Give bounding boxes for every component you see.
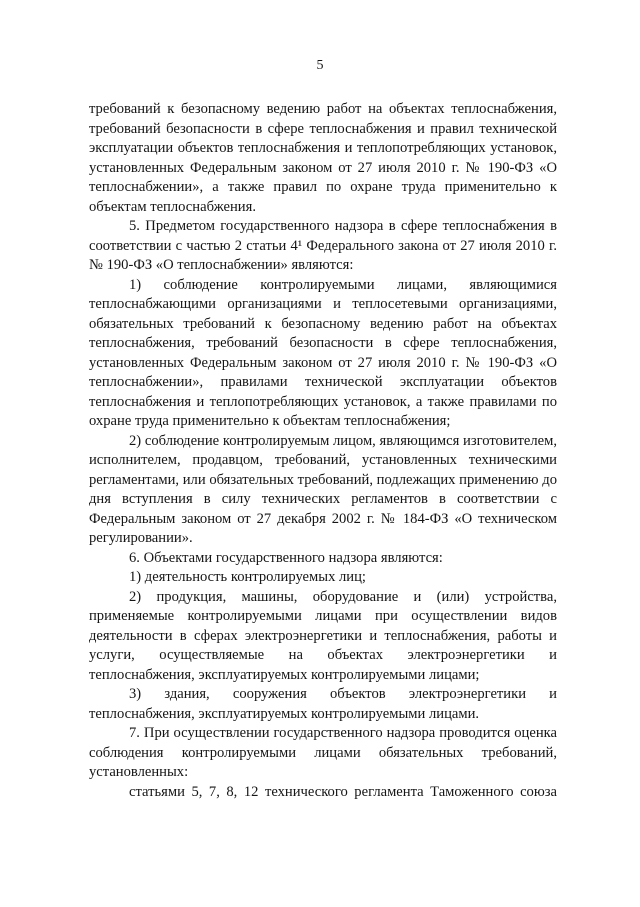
- paragraph-item-6: 6. Объектами государственного надзора являются:: [129, 549, 443, 566]
- paragraph-item-5: 5. Предметом государственного надзора в сфере теплоснабжения в соответствии с частью 2 статьи 4¹ Федерального закона от 27 июля 2010 г. № 190-ФЗ «О теплоснабжении» являются:: [89, 218, 557, 273]
- paragraph-item-6-2: 2) продукция, машины, оборудование и (или) устройства, применяемые контролируемыми лицами при осуществлении видов деятельности в сферах электроэнергетики и теплоснабжения, работы и услуги, осуществляемые на объектах электроэнергетики и теплоснабжения, эксплуатируемых контролируемыми лицами;: [89, 588, 557, 683]
- page-number: 5: [316, 58, 324, 73]
- paragraph-item-6-3: 3) здания, сооружения объектов электроэнергетики и теплоснабжения, эксплуатируемых контролируемыми лицами.: [89, 686, 557, 722]
- paragraph-item-5-1: 1) соблюдение контролируемыми лицами, являющимися теплоснабжающими организациями и теплосетевыми организациями, обязательных требований к безопасному ведению работ на объектах теплоснабжения, требований безопасности в сфере теплоснабжения, установленных Федеральным законом от 27 июля 2010 г. № 190-ФЗ «О теплоснабжении», правилами технической эксплуатации объектов теплоснабжения и теплопотребляющих установок, а также правилами по охране труда применительно к объектам теплоснабжения;: [89, 276, 557, 429]
- paragraph-item-7: 7. При осуществлении государственного надзора проводится оценка соблюдения контролируемыми лицами обязательных требований, установленных:: [89, 725, 557, 780]
- paragraph-item-7-continued: статьями 5, 7, 8, 12 технического регламента Таможенного союза: [129, 783, 557, 800]
- document-body: [89, 100, 557, 802]
- paragraph-continuation: требований к безопасному ведению работ на объектах теплоснабжения, требований безопасности в сфере теплоснабжения и правил технической эксплуатации объектов теплоснабжения и теплопотребляющих установок, установленных Федеральным законом от 27 июля 2010 г. № 190-ФЗ «О теплоснабжении», а также правил по охране труда применительно к объектам теплоснабжения.: [89, 101, 557, 215]
- paragraph-item-5-2: 2) соблюдение контролируемым лицом, являющимся изготовителем, исполнителем, продавцом, требований, установленных техническими регламентами, или обязательных требований, подлежащих применению до дня вступления в силу технических регламентов в соответствии с Федеральным законом от 27 декабря 2002 г. № 184-ФЗ «О техническом регулировании».: [89, 432, 557, 546]
- paragraph-item-6-1: 1) деятельность контролируемых лиц;: [129, 569, 366, 585]
